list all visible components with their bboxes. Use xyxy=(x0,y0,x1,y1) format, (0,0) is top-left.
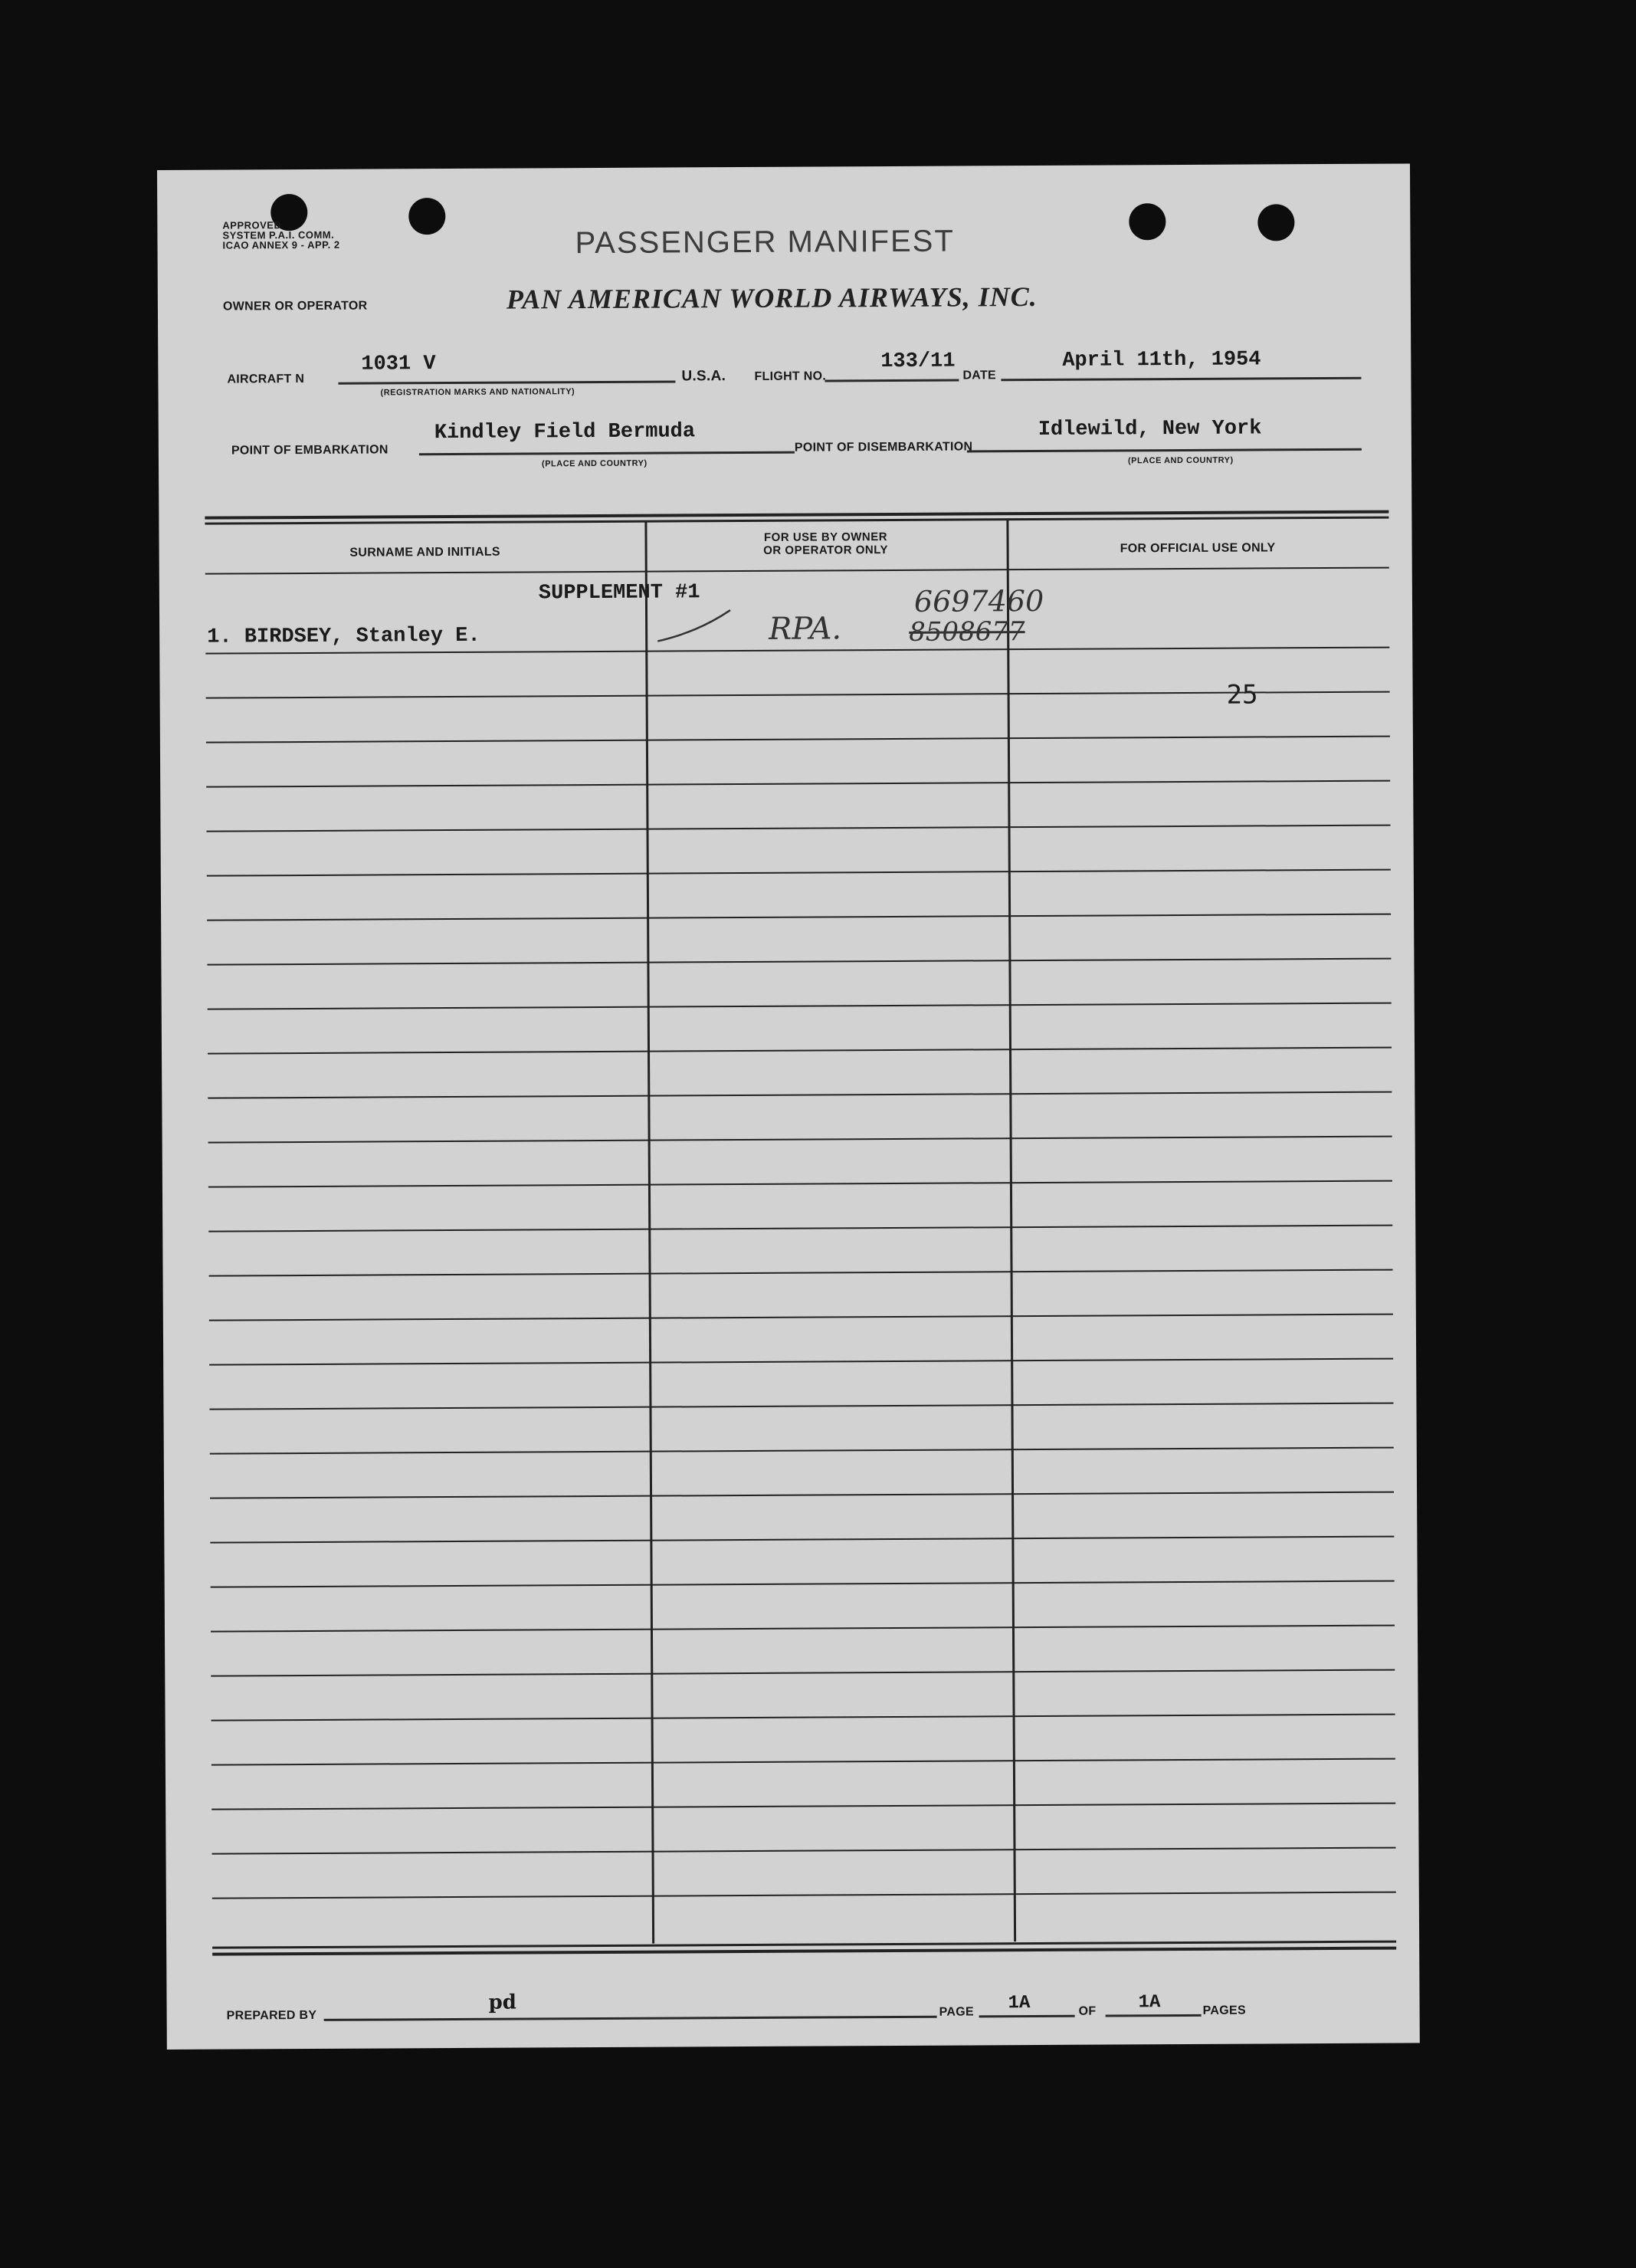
table-row xyxy=(206,691,1390,699)
record-number-struck: 8508677 xyxy=(909,616,1025,648)
prepared-value: pd xyxy=(488,1991,516,2014)
table-row xyxy=(211,1580,1395,1588)
page-title: PASSENGER MANIFEST xyxy=(575,224,955,261)
prepared-label: PREPARED BY xyxy=(226,2008,317,2023)
flight-underline xyxy=(825,379,959,382)
column-divider-1 xyxy=(644,522,654,1944)
owner-mark: RPA. xyxy=(769,611,842,647)
punch-hole xyxy=(1129,203,1166,240)
table-row xyxy=(211,1669,1395,1677)
table-row xyxy=(208,1003,1392,1010)
embarkation-underline xyxy=(419,451,795,456)
table-row xyxy=(212,1892,1396,1899)
table-row xyxy=(210,1492,1394,1499)
pages-label: PAGES xyxy=(1202,2004,1246,2017)
record-number-new: 6697460 xyxy=(913,583,1044,619)
disembarkation-label: POINT OF DISEMBARKATION xyxy=(794,440,973,455)
table-row xyxy=(211,1847,1395,1855)
table-row xyxy=(207,825,1391,832)
table-row xyxy=(207,958,1391,966)
disembarkation-sublabel: (PLACE AND COUNTRY) xyxy=(1127,455,1234,466)
table-row xyxy=(206,736,1390,743)
embarkation-sublabel: (PLACE AND COUNTRY) xyxy=(541,458,648,469)
date-underline xyxy=(1001,377,1361,381)
aircraft-value: 1031 V xyxy=(361,353,436,376)
disembarkation-value: Idlewild, New York xyxy=(1038,417,1262,441)
flight-value: 133/11 xyxy=(880,350,956,374)
column-divider-2 xyxy=(1006,520,1016,1941)
table-row xyxy=(209,1314,1393,1321)
date-label: DATE xyxy=(962,369,997,382)
embarkation-label: POINT OF EMBARKATION xyxy=(231,443,389,458)
aircraft-label: AIRCRAFT N xyxy=(227,372,305,386)
table-row xyxy=(211,1625,1395,1633)
aircraft-sublabel: (REGISTRATION MARKS AND NATIONALITY) xyxy=(380,387,575,398)
of-underline xyxy=(1106,2014,1202,2017)
table-row xyxy=(210,1447,1394,1455)
disembarkation-underline xyxy=(967,448,1362,453)
table-row xyxy=(208,1091,1392,1099)
table-row xyxy=(208,1225,1392,1232)
owner-label: OWNER OR OPERATOR xyxy=(222,299,368,313)
table-row xyxy=(209,1358,1393,1366)
column-header-official: FOR OFFICIAL USE ONLY xyxy=(1120,541,1276,556)
table-row xyxy=(209,1403,1393,1410)
flight-label: FLIGHT NO. xyxy=(754,369,827,383)
table-row xyxy=(208,1136,1392,1144)
column-header-surname: SURNAME AND INITIALS xyxy=(349,545,500,560)
table-row xyxy=(208,1047,1392,1055)
header-bottom-rule xyxy=(205,567,1389,575)
page-underline xyxy=(979,2015,1075,2018)
table-row xyxy=(209,1269,1393,1277)
manifest-page xyxy=(157,163,1420,2050)
column-header-owner-use: FOR USE BY OWNER OR OPERATOR ONLY xyxy=(763,530,889,557)
page-value: 1A xyxy=(1008,1993,1031,2014)
table-row xyxy=(206,780,1390,788)
punch-hole xyxy=(408,198,445,235)
prepared-underline xyxy=(324,2016,937,2021)
date-value: April 11th, 1954 xyxy=(1062,348,1261,373)
owner-value: PAN AMERICAN WORLD AIRWAYS, INC. xyxy=(506,281,1038,315)
of-label: OF xyxy=(1078,2004,1097,2018)
table-row xyxy=(211,1758,1395,1766)
page-label: PAGE xyxy=(939,2005,975,2019)
aircraft-country: U.S.A. xyxy=(681,368,726,385)
official-note: 25 xyxy=(1226,679,1258,711)
supplement-label: SUPPLEMENT #1 xyxy=(538,581,700,606)
of-value: 1A xyxy=(1138,1992,1161,2014)
aircraft-underline xyxy=(338,380,675,384)
table-row xyxy=(207,869,1391,877)
passenger-entry: 1. BIRDSEY, Stanley E. xyxy=(207,624,480,649)
table-row xyxy=(211,1714,1395,1722)
check-mark xyxy=(654,604,738,651)
table-row xyxy=(207,914,1391,921)
approval-note: APPROVED SYSTEM P.A.I. COMM. ICAO ANNEX 9 - APP. 2 xyxy=(222,219,340,251)
table-row xyxy=(210,1536,1394,1544)
embarkation-value: Kindley Field Bermuda xyxy=(434,420,696,445)
table-row xyxy=(208,1180,1392,1188)
punch-hole xyxy=(1257,204,1294,241)
table-row xyxy=(211,1803,1395,1810)
